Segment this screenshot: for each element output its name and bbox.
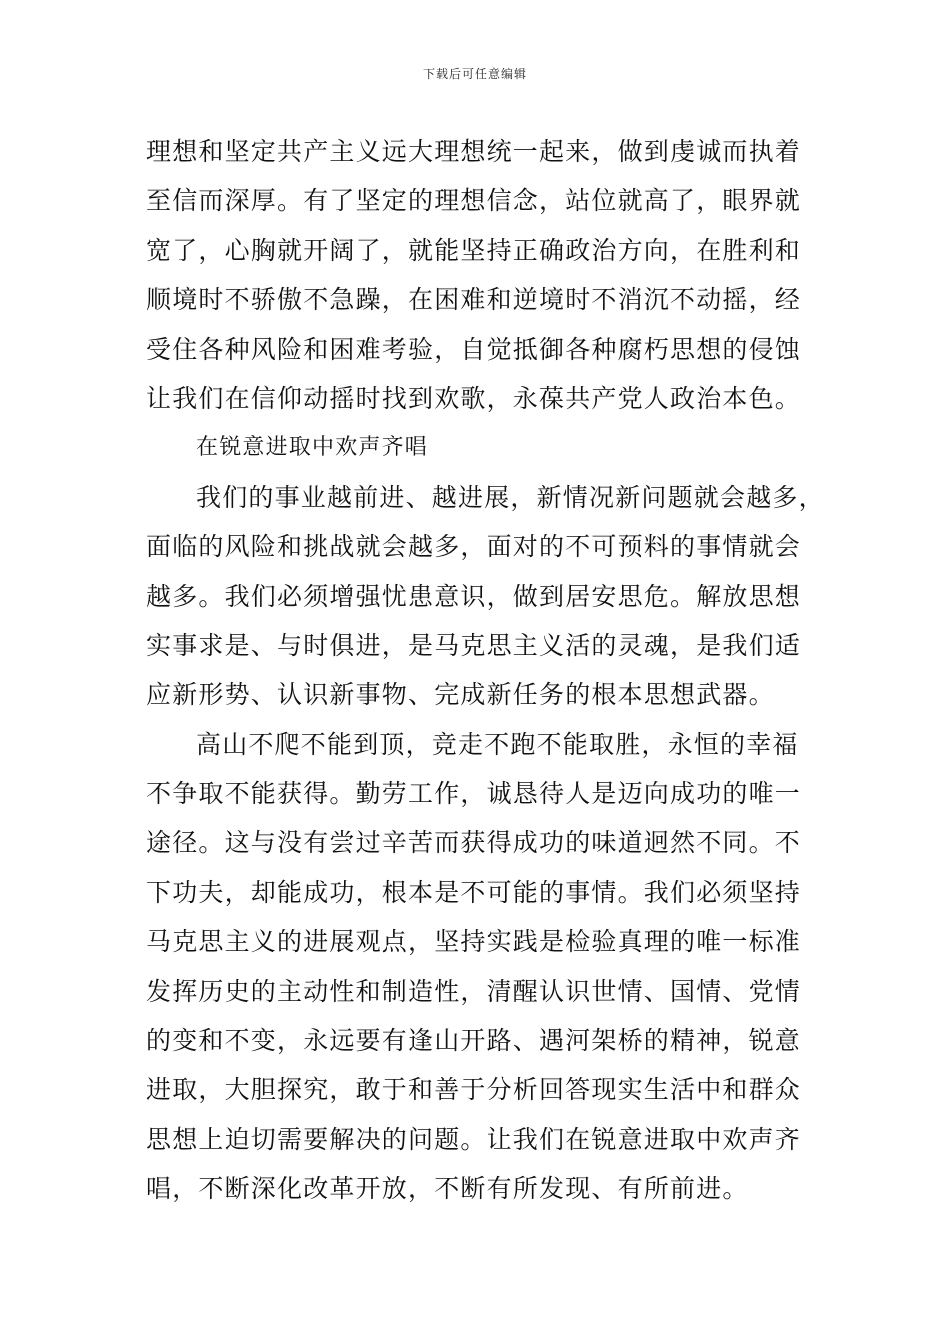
text-line: 的变和不变，永远要有逢山开路、遇河架桥的精神，锐意 <box>146 1026 802 1056</box>
text-line: 顺境时不骄傲不急躁，在困难和逆境时不消沉不动摇，经 <box>146 285 802 315</box>
text-line: 发挥历史的主动性和制造性，清醒认识世情、国情、党情 <box>146 976 802 1006</box>
text-line: 不争取不能获得。勤劳工作，诚恳待人是迈向成功的唯一 <box>146 779 802 809</box>
text-line: 宽了，心胸就开阔了，就能坚持正确政治方向，在胜利和 <box>146 235 802 265</box>
text-line: 下功夫，却能成功，根本是不可能的事情。我们必须坚持 <box>146 877 802 907</box>
paragraph-first-line: 我们的事业越前进、越进展，新情况新问题就会越多， <box>196 482 825 512</box>
text-line: 实事求是、与时俱进，是马克思主义活的灵魂，是我们适 <box>146 630 802 660</box>
text-line: 受住各种风险和困难考验，自觉抵御各种腐朽思想的侵蚀 <box>146 334 802 364</box>
text-line: 唱，不断深化改革开放，不断有所发现、有所前进。 <box>146 1174 749 1204</box>
text-line: 越多。我们必须增强忧患意识，做到居安思危。解放思想 <box>146 581 802 611</box>
text-line: 思想上迫切需要解决的问题。让我们在锐意进取中欢声齐 <box>146 1124 802 1154</box>
document-body <box>146 127 846 1214</box>
page-header: 下载后可任意编辑 <box>422 67 527 81</box>
section-heading: 在锐意进取中欢声齐唱 <box>196 435 429 461</box>
text-line: 让我们在信仰动摇时找到欢歌，永葆共产党人政治本色。 <box>146 383 802 413</box>
text-line: 理想和坚定共产主义远大理想统一起来，做到虔诚而执着 <box>146 137 802 166</box>
text-line: 应新形势、认识新事物、完成新任务的根本思想武器。 <box>146 680 775 710</box>
text-line: 马克思主义的进展观点，坚持实践是检验真理的唯一标准 <box>146 927 802 957</box>
text-line: 途径。这与没有尝过辛苦而获得成功的味道迥然不同。不 <box>146 828 802 858</box>
text-line: 进取，大胆探究，敢于和善于分析回答现实生活中和群众 <box>146 1075 802 1105</box>
text-line: 面临的风险和挑战就会越多，面对的不可预料的事情就会 <box>146 532 802 562</box>
paragraph-first-line: 高山不爬不能到顶，竞走不跑不能取胜，永恒的幸福 <box>196 729 799 759</box>
text-line: 至信而深厚。有了坚定的理想信念，站位就高了，眼界就 <box>146 186 802 216</box>
